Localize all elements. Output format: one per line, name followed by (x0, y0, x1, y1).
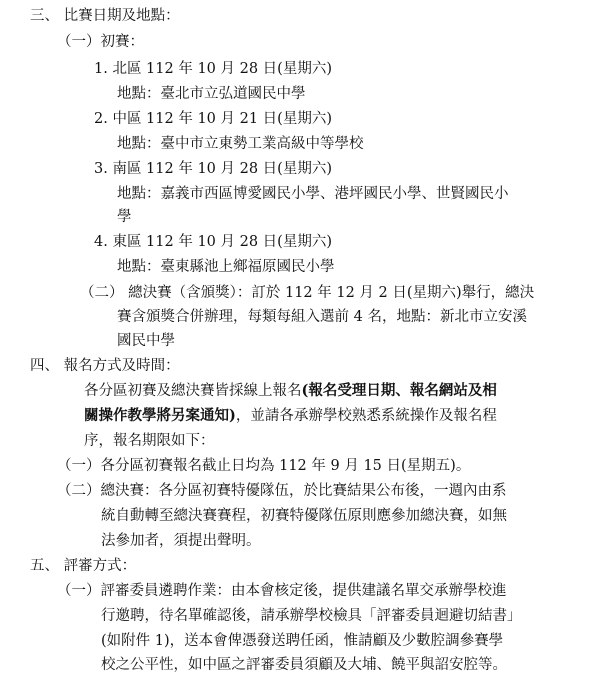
section-5-item-1-line-3: (如附件 1)，送本會俾憑發送聘任函，惟請顧及少數腔調參賽學 (101, 633, 504, 649)
final-line-3: 國民中學 (117, 333, 175, 349)
section-3-heading: 三、 比賽日期及地點： (30, 8, 180, 24)
intro-text-b: ，並請各承辦學校熟悉系統操作及報名程 (235, 408, 497, 424)
section-4-item-2-line-3: 法參加者，須提出聲明。 (101, 533, 261, 549)
list-item-north: 1. 北區 112 年 10 月 28 日(星期六) (94, 61, 332, 77)
intro-bold-1: (報名受理日期、報名網站及相 (301, 382, 497, 399)
section-4-item-2-line-1: （二）總決賽：各分區初賽特優隊伍，於比賽結果公布後，一週內由系 (57, 483, 507, 499)
section-4-item-2-line-2: 統自動轉至總決賽賽程，初賽特優隊伍原則應參加總決賽，如無 (101, 508, 507, 524)
section-5-item-1-line-1: （一）評審委員遴聘作業：由本會核定後，提供建議名單交承辦學校進 (57, 583, 507, 599)
final-line-1: （二） 總決賽（含頒獎）：訂於 112 年 12 月 2 日(星期六)舉行，總決 (80, 285, 535, 301)
section-5-heading: 五、 評審方式： (30, 558, 137, 574)
final-line-2: 賽含頒獎合併辦理，每類每組入選前 4 名，地點：新北市立安溪 (117, 309, 527, 325)
list-item-central: 2. 中區 112 年 10 月 21 日(星期六) (94, 111, 332, 127)
venue-south: 地點：嘉義市西區博愛國民小學、港坪國民小學、世賢國民小 (117, 186, 509, 202)
venue-south-cont: 學 (117, 209, 132, 225)
section-4-intro-line-3: 序，報名期限如下： (84, 433, 215, 449)
section-4-intro-line-1 (84, 382, 497, 400)
section-4-heading: 四、 報名方式及時間： (30, 358, 180, 374)
venue-central: 地點：臺中市立東勢工業高級中等學校 (117, 136, 364, 152)
list-item-east: 4. 東區 112 年 10 月 28 日(星期六) (94, 234, 332, 250)
intro-text-a: 各分區初賽及總決賽皆採線上報名 (84, 383, 302, 399)
section-5-item-1-line-2: 行邀聘，待名單確認後，請承辦學校檢具「評審委員迴避切結書」 (101, 608, 522, 624)
section-4-intro-line-2 (84, 407, 497, 425)
intro-bold-2: 關操作教學將另案通知) (84, 407, 236, 424)
list-item-south: 3. 南區 112 年 10 月 28 日(星期六) (94, 161, 332, 177)
venue-north: 地點：臺北市立弘道國民中學 (117, 86, 306, 102)
section-5-item-1-line-4: 校之公平性，如中區之評審委員須顧及大埔、饒平與詔安腔等。 (101, 657, 507, 673)
prelim-heading: （一）初賽： (57, 34, 144, 50)
venue-east: 地點：臺東縣池上鄉福原國民小學 (117, 259, 335, 275)
section-4-item-1: （一）各分區初賽報名截止日均為 112 年 9 月 15 日(星期五)。 (57, 458, 471, 474)
